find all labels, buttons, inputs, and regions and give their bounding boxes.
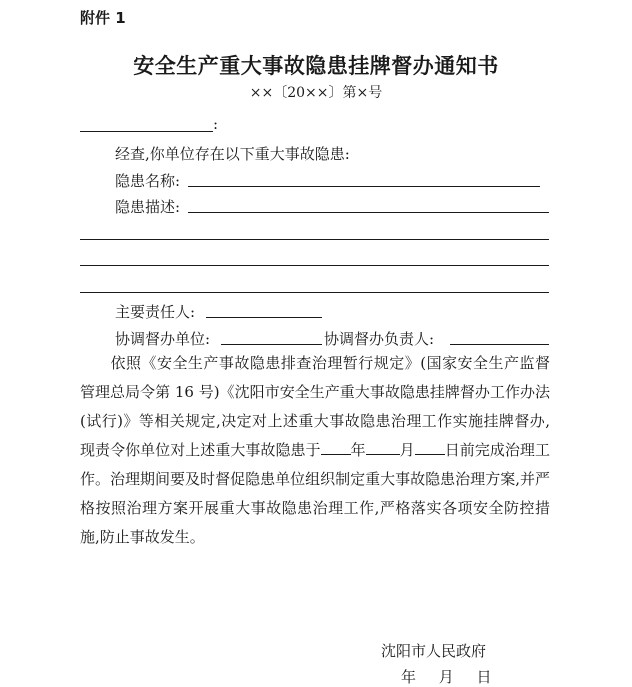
para-part1: 依照《安全生产事故隐患排查治理暂行规定》(国家安全生产监督管理总局令第 16 号)《沈阳市安全生产重大事故隐患挂牌督办工作办法(试行)》等相关规定,决定对上述重大事故隐患治理工作实施挂牌督办,现责令你单位对上述重大事故隐患于 <box>80 354 550 459</box>
addressee-colon: : <box>213 115 219 133</box>
issuer-name: 沈阳市人民政府 <box>381 642 487 660</box>
issue-date: 年 月 日 <box>401 668 492 686</box>
hazard-desc-blank <box>188 212 549 213</box>
hazard-desc-label: 隐患描述: <box>115 198 181 216</box>
month-pre-blank <box>366 440 400 455</box>
year-blank <box>321 440 351 455</box>
coord-unit-blank <box>221 344 322 345</box>
main-paragraph <box>80 349 550 552</box>
document-number: ××〔20××〕第×号 <box>249 85 383 101</box>
hazard-desc-line-2 <box>80 239 549 240</box>
month-word: 月 <box>399 441 415 459</box>
intro-text: 经查,你单位存在以下重大事故隐患: <box>115 145 350 163</box>
coord-unit-label: 协调督办单位: <box>115 330 211 348</box>
responsible-person-label: 主要责任人: <box>115 303 196 321</box>
document-title: 安全生产重大事故隐患挂牌督办通知书 <box>133 54 499 78</box>
para-part2: 日前完成治理工作。治理期间要及时督促隐患单位组织制定重大事故隐患治理方案,并严格按照治理方案开展重大事故隐患治理工作,严格落实各项安全防控措施,防止事故发生。 <box>80 441 550 546</box>
coord-person-label: 协调督办负责人: <box>324 330 435 348</box>
coord-person-blank <box>450 344 549 345</box>
responsible-person-blank <box>206 317 322 318</box>
hazard-name-blank <box>188 186 540 187</box>
hazard-desc-line-3 <box>80 265 549 266</box>
year-word: 年 <box>350 441 366 459</box>
hazard-name-label: 隐患名称: <box>115 172 181 190</box>
addressee-blank <box>80 131 213 132</box>
attachment-label: 附件 1 <box>80 9 126 27</box>
hazard-desc-line-4 <box>80 292 549 293</box>
day-blank <box>415 440 445 455</box>
